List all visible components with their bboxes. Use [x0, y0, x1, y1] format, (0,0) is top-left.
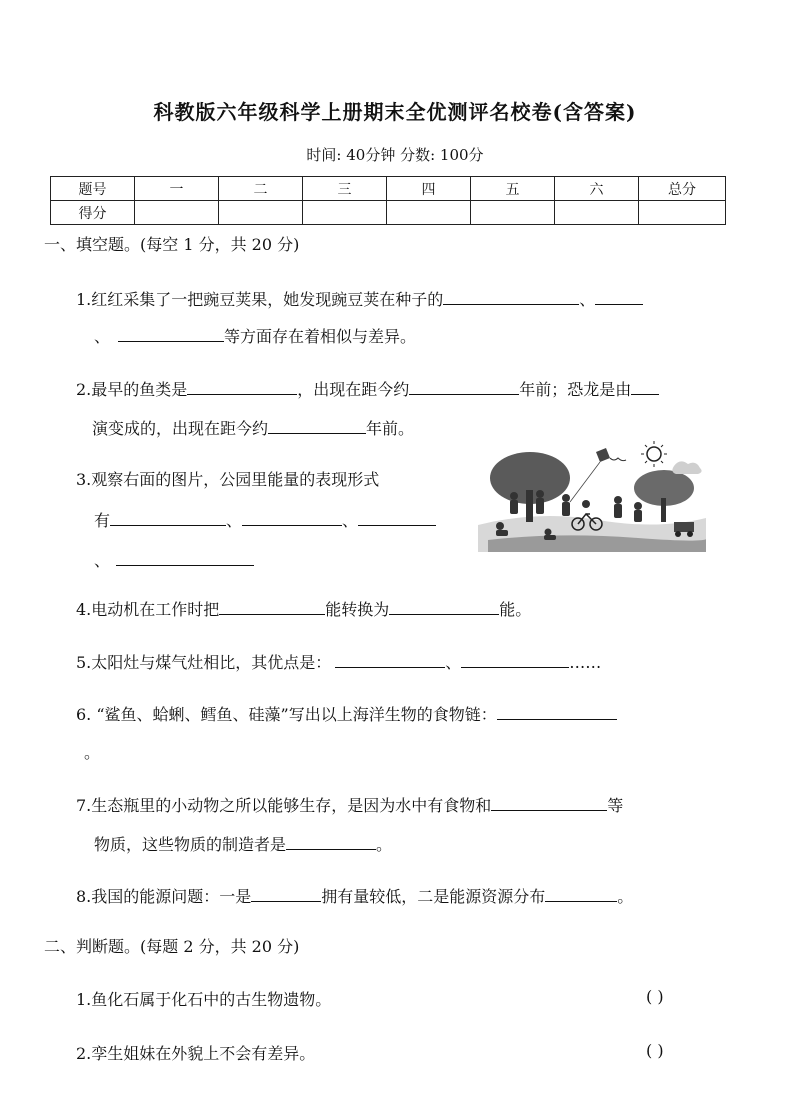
- question-8: [76, 884, 633, 907]
- answer-blank[interactable]: [335, 651, 445, 668]
- question-text: 、: [342, 511, 359, 530]
- answer-blank[interactable]: [286, 833, 376, 850]
- question-6-line2: [84, 740, 100, 763]
- answer-blank[interactable]: [242, 509, 342, 526]
- answer-blank[interactable]: [443, 288, 579, 305]
- sun-rays: [641, 441, 667, 467]
- question-1-line2: [94, 324, 416, 347]
- question-text: 2.最早的鱼类是: [76, 380, 188, 399]
- judgement-item: 2.孪生姐妹在外貌上不会有差异。: [76, 1044, 316, 1063]
- kite-tail: [610, 458, 626, 461]
- question-text: 、: [94, 551, 111, 570]
- question-7-line2: [94, 832, 392, 855]
- question-text: 6. “鲨鱼、蛤蜊、鳕鱼、硅藻”写出以上海洋生物的食物链：: [76, 705, 497, 724]
- question-text: 8.我国的能源问题：一是: [76, 887, 252, 906]
- score-cell[interactable]: [135, 201, 219, 225]
- sun-icon: [647, 447, 661, 461]
- answer-blank[interactable]: [116, 549, 254, 566]
- question-1-line1: [76, 287, 643, 310]
- question-3-line2: [94, 508, 436, 531]
- question-4: [76, 597, 531, 620]
- score-header-cell: 总分: [639, 177, 726, 201]
- question-text: 3.观察右面的图片，公园里能量的表现形式: [76, 470, 380, 489]
- question-text: 年前；恐龙是由: [519, 380, 632, 399]
- score-header-cell: 六: [555, 177, 639, 201]
- question-text: 等方面存在着相似与差异。: [224, 327, 417, 346]
- tree-trunk: [526, 490, 533, 522]
- answer-blank[interactable]: [497, 703, 617, 720]
- question-text: 。: [84, 743, 101, 762]
- judgement-answer-parens[interactable]: ( ): [646, 987, 664, 1006]
- question-text: 能。: [499, 600, 532, 619]
- question-text: 5.太阳灶与煤气灶相比，其优点是：: [76, 653, 332, 672]
- question-2-line1: [76, 377, 659, 400]
- page-title: 科教版六年级科学上册期末全优测评名校卷(含答案): [153, 100, 637, 124]
- question-3-line3: [94, 548, 254, 571]
- judgement-answer-parens[interactable]: ( ): [646, 1041, 664, 1060]
- tree-trunk: [661, 498, 666, 522]
- score-header-cell: 一: [135, 177, 219, 201]
- kite-icon: [596, 448, 610, 462]
- question-text: 1.红红采集了一把豌豆荚果，她发现豌豆荚在种子的: [76, 290, 444, 309]
- answer-blank[interactable]: [409, 378, 519, 395]
- question-3-line1: [76, 467, 379, 490]
- question-text: 。: [376, 835, 393, 854]
- score-table-score-row: [51, 201, 726, 225]
- question-text: 演变成的，出现在距今约: [92, 419, 269, 438]
- section2-heading: 二、判断题。(每题 2 分，共 20 分): [44, 937, 300, 956]
- score-header-cell: 四: [387, 177, 471, 201]
- answer-blank[interactable]: [389, 598, 499, 615]
- score-header-cell: 五: [471, 177, 555, 201]
- answer-blank[interactable]: [358, 509, 436, 526]
- answer-blank[interactable]: [268, 417, 366, 434]
- score-cell[interactable]: [555, 201, 639, 225]
- score-cell[interactable]: [303, 201, 387, 225]
- cyclist-head: [582, 500, 590, 508]
- question-text: 、: [579, 290, 596, 309]
- answer-blank[interactable]: [110, 509, 226, 526]
- question-6-line1: [76, 702, 617, 725]
- park-scene-svg: [478, 440, 706, 552]
- score-table: [50, 176, 726, 225]
- park-scene-illustration: [478, 440, 706, 552]
- score-cell[interactable]: [219, 201, 303, 225]
- answer-blank[interactable]: [631, 378, 659, 395]
- kite-string: [570, 462, 600, 502]
- score-cell[interactable]: [387, 201, 471, 225]
- question-text: 拥有量较低，二是能源资源分布: [321, 887, 546, 906]
- question-text: 7.生态瓶里的小动物之所以能够生存，是因为水中有食物和: [76, 796, 492, 815]
- question-5: [76, 650, 601, 673]
- answer-blank[interactable]: [545, 885, 617, 902]
- score-table-header-row: [51, 177, 726, 201]
- score-cell[interactable]: [639, 201, 726, 225]
- exam-info: 时间: 40分钟 分数: 100分: [306, 146, 484, 164]
- question-text: 。: [617, 887, 634, 906]
- wagon-icon: [674, 522, 694, 532]
- score-header-cell: 二: [219, 177, 303, 201]
- score-header-cell: 题号: [51, 177, 135, 201]
- question-text: 4.电动机在工作时把: [76, 600, 220, 619]
- judgement-item: 1.鱼化石属于化石中的古生物遗物。: [76, 990, 332, 1009]
- question-text: 物质，这些物质的制造者是: [94, 835, 287, 854]
- question-text: 、: [445, 653, 462, 672]
- question-text: 有: [94, 511, 111, 530]
- answer-blank[interactable]: [251, 885, 321, 902]
- answer-blank[interactable]: [595, 288, 643, 305]
- question-text: ……: [569, 653, 602, 672]
- score-cell[interactable]: [471, 201, 555, 225]
- question-text: 、: [226, 511, 243, 530]
- question-text: ，出现在距今约: [297, 380, 410, 399]
- question-7-line1: [76, 793, 623, 816]
- question-text: 能转换为: [325, 600, 390, 619]
- question-text: 、: [94, 327, 111, 346]
- score-row-label: 得分: [51, 201, 135, 225]
- answer-blank[interactable]: [491, 794, 607, 811]
- cloud-icon: [672, 461, 701, 474]
- section1-heading: 一、填空题。(每空 1 分，共 20 分): [44, 235, 300, 254]
- answer-blank[interactable]: [461, 651, 569, 668]
- question-2-line2: [92, 416, 414, 439]
- answer-blank[interactable]: [187, 378, 297, 395]
- question-text: 等: [607, 796, 624, 815]
- answer-blank[interactable]: [118, 325, 224, 342]
- question-text: 年前。: [366, 419, 415, 438]
- score-header-cell: 三: [303, 177, 387, 201]
- answer-blank[interactable]: [219, 598, 325, 615]
